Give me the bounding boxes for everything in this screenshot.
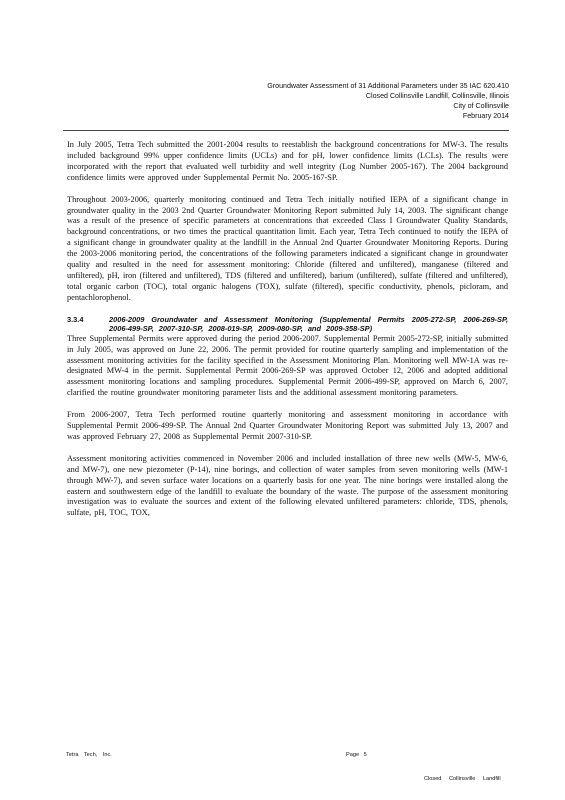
paragraph-assessment-activities: Assessment monitoring activities commenced in November 2006 and included installation of three new wells (MW-5, MW-6, and MW-7), one new piezometer (P-14), nine borings, and collection of water samples from seven monitoring wells (MW-1 through MW-7), and seven surface water locations on a quarterly basis for one year. The nine borings were installed along the eastern and southwestern edge of the landfill to evaluate the boundary of the waste. The purpose of the assessment monitoring investigation was to evaluate the sources and extent of the following elevated unfiltered parameters: chloride, TDS, phenols, sulfate, pH, TOC, TOX, — [67, 453, 508, 518]
footer-site-name: Closed Collinsville Landfill — [424, 776, 501, 782]
section-number: 3.3.4 — [67, 314, 84, 324]
header-client: City of Collinsville — [453, 102, 509, 110]
page-header — [179, 81, 509, 121]
document-body — [67, 140, 508, 530]
paragraph-supplemental-permits: Three Supplemental Permits were approved during the period 2006-2007. Supplemental Permit 2005-272-SP, initially submitted in July 2005, was approved on June 22, 2006. The permit provided for routine quarterly sampling and implementation of the assessment monitoring activities for the facility specified in the Assessment Monitoring Plan. Monitoring well MW-1A was re-designated MW-4 in the permit. Supplemental Permit 2006-269-SP was approved October 12, 2006 and adopted additional assessment monitoring locations and sampling procedures. Supplemental Permit 2006-499-SP, approved on March 6, 2007, clarified the routine groundwater monitoring parameter lists and the additional assessment monitoring parameters. — [67, 333, 508, 398]
footer-company: Tetra Tech, Inc. — [66, 752, 112, 758]
header-report-title: Groundwater Assessment of 31 Additional Parameters under 35 IAC 620.410 — [267, 82, 509, 90]
footer-page-number: Page 5 — [346, 752, 367, 758]
paragraph-monitoring-2003-2006: Throughout 2003-2006, quarterly monitoring continued and Tetra Tech initially notified IEPA of a significant change in groundwater quality in the 2003 2nd Quarter Groundwater Monitoring Report submitted July 14, 2003. The significant change was a result of the presence of specific parameters at concentrations that exceeded Class I Groundwater Quality Standards, background concentrations, or two times the practical quantitation limit. Each year, Tetra Tech continued to notify the IEPA of a significant change in groundwater quality at the landfill in the Annual 2nd Quarter Groundwater Monitoring Reports. During the 2003-2006 monitoring period, the concentrations of the following parameters indicated a significant change in groundwater quality and resulted in the need for assessment monitoring: Chloride (filtered and unfiltered), manganese (filtered and unfiltered), pH, iron (filtered and unfiltered), TDS (filtered and unfiltered), barium (unfiltered), sulfate (filtered and unfiltered), total organic carbon (TOC), total organic halogens (TOX), sulfate (filtered), specific conductivity, phenols, picloram, and pentachlorophenol. — [67, 194, 508, 302]
paragraph-background-2005: In July 2005, Tetra Tech submitted the 2001-2004 results to reestablish the background concentrations for MW-3. The results included background 99% upper confidence limits (UCLs) and for pH, lower confidence limits (LCLs). The results were incorporated with the report that evaluated well turbidity and well integrity (Log Number 2005-167). The 2004 background confidence limits were approved under Supplemental Permit No. 2005-167-SP. — [67, 140, 508, 182]
paragraph-monitoring-2006-2007: From 2006-2007, Tetra Tech performed routine quarterly monitoring and assessment monitoring in accordance with Supplemental Permit 2006-499-SP. The Annual 2nd Quarter Groundwater Monitoring Report was submitted July 13, 2007 and was approved February 27, 2008 as Supplemental Permit 2007-310-SP. — [67, 410, 508, 441]
section-title: 2006-2009 Groundwater and Assessment Monitoring (Supplemental Permits 2005-272-SP, 2006-269-SP, 2006-499-SP, 2007-310-SP, 2008-019-SP, 2009-080-SP, and 2009-358-SP) — [109, 314, 508, 334]
section-heading — [67, 315, 508, 334]
header-divider — [63, 130, 509, 131]
header-date: February 2014 — [462, 112, 509, 120]
header-site-name: Closed Collinsville Landfill, Collinsville, Illinois — [365, 92, 509, 100]
